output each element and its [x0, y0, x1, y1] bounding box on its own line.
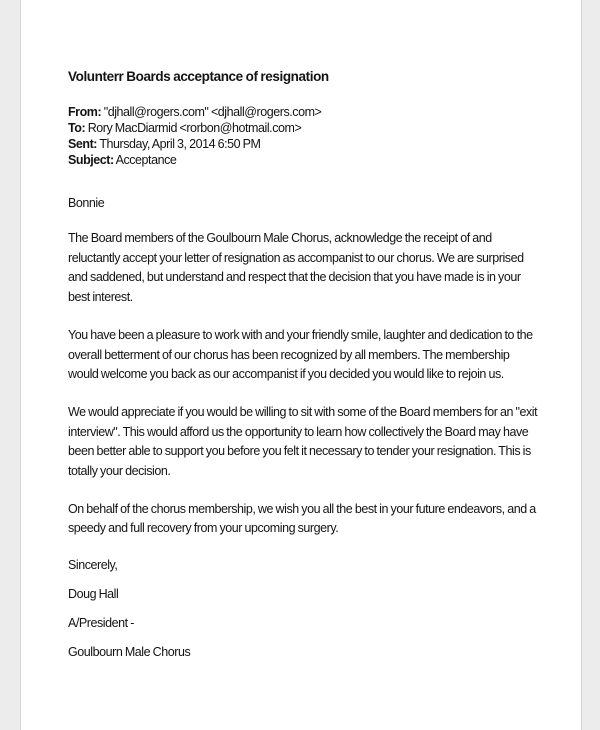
paragraph-line: support you before you felt it necessary to tender your resignation. This is totally your decision. [68, 444, 531, 479]
body-paragraph-1 [68, 229, 538, 308]
signature-organization: Goulbourn Male Chorus [68, 645, 191, 660]
from-line [68, 104, 538, 120]
to-value: Rory MacDiarmid <rorbon@hotmail.com> [87, 121, 302, 135]
paragraph-line: your letter of resignation as accompanist to our chorus. We are surprised and saddened, but understand [68, 250, 524, 285]
signature-closing: Sincerely, [68, 558, 118, 573]
from-value: "djhall@rogers.com" <djhall@rogers.com> [103, 105, 322, 119]
document-page [20, 0, 582, 730]
paragraph-line: and respect that the decision that you have made is in your best interest. [68, 270, 521, 305]
paragraph-line: back as our accompanist if you decided you would like to rejoin us. [170, 367, 504, 382]
paragraph-line: On behalf of the chorus membership, we wish you all the best in your future endeavors, and a speedy [68, 501, 536, 536]
sent-value: Thursday, April 3, 2014 6:50 PM [99, 137, 261, 151]
to-line [68, 120, 538, 136]
salutation: Bonnie [68, 196, 105, 210]
subject-line [68, 152, 538, 168]
body-paragraph-2 [68, 326, 538, 385]
letter-content [68, 68, 538, 673]
paragraph-line: This would afford us the opportunity to learn how collectively the Board may have been better able to [68, 424, 529, 459]
from-label: From: [68, 105, 102, 119]
document-title: Volunterr Boards acceptance of resignation [68, 69, 329, 84]
body-paragraph-3 [68, 403, 538, 482]
sent-line [68, 136, 538, 152]
signature-role: A/President - [68, 616, 134, 631]
subject-label: Subject: [68, 153, 114, 167]
paragraph-line: and full recovery from your upcoming surgery. [108, 521, 339, 536]
paragraph-line: betterment of our chorus has been recognized by all members. The membership would welcome you [68, 347, 510, 382]
email-header [68, 104, 538, 168]
subject-value: Acceptance [115, 153, 177, 167]
sent-label: Sent: [68, 137, 98, 151]
paragraph-line: We would appreciate if you would be willing to sit with some of the Board members for an "exit interview". [68, 404, 538, 439]
signature-name: Doug Hall [68, 587, 119, 602]
body-paragraph-4 [68, 500, 538, 539]
paragraph-line: You have been a pleasure to work with and your friendly smile, laughter and dedication to the overall [68, 327, 533, 362]
paragraph-line: The Board members of the Goulbourn Male Chorus, acknowledge the receipt of and reluctantly accept [68, 231, 492, 265]
signature-block [68, 557, 538, 660]
to-label: To: [68, 121, 86, 135]
